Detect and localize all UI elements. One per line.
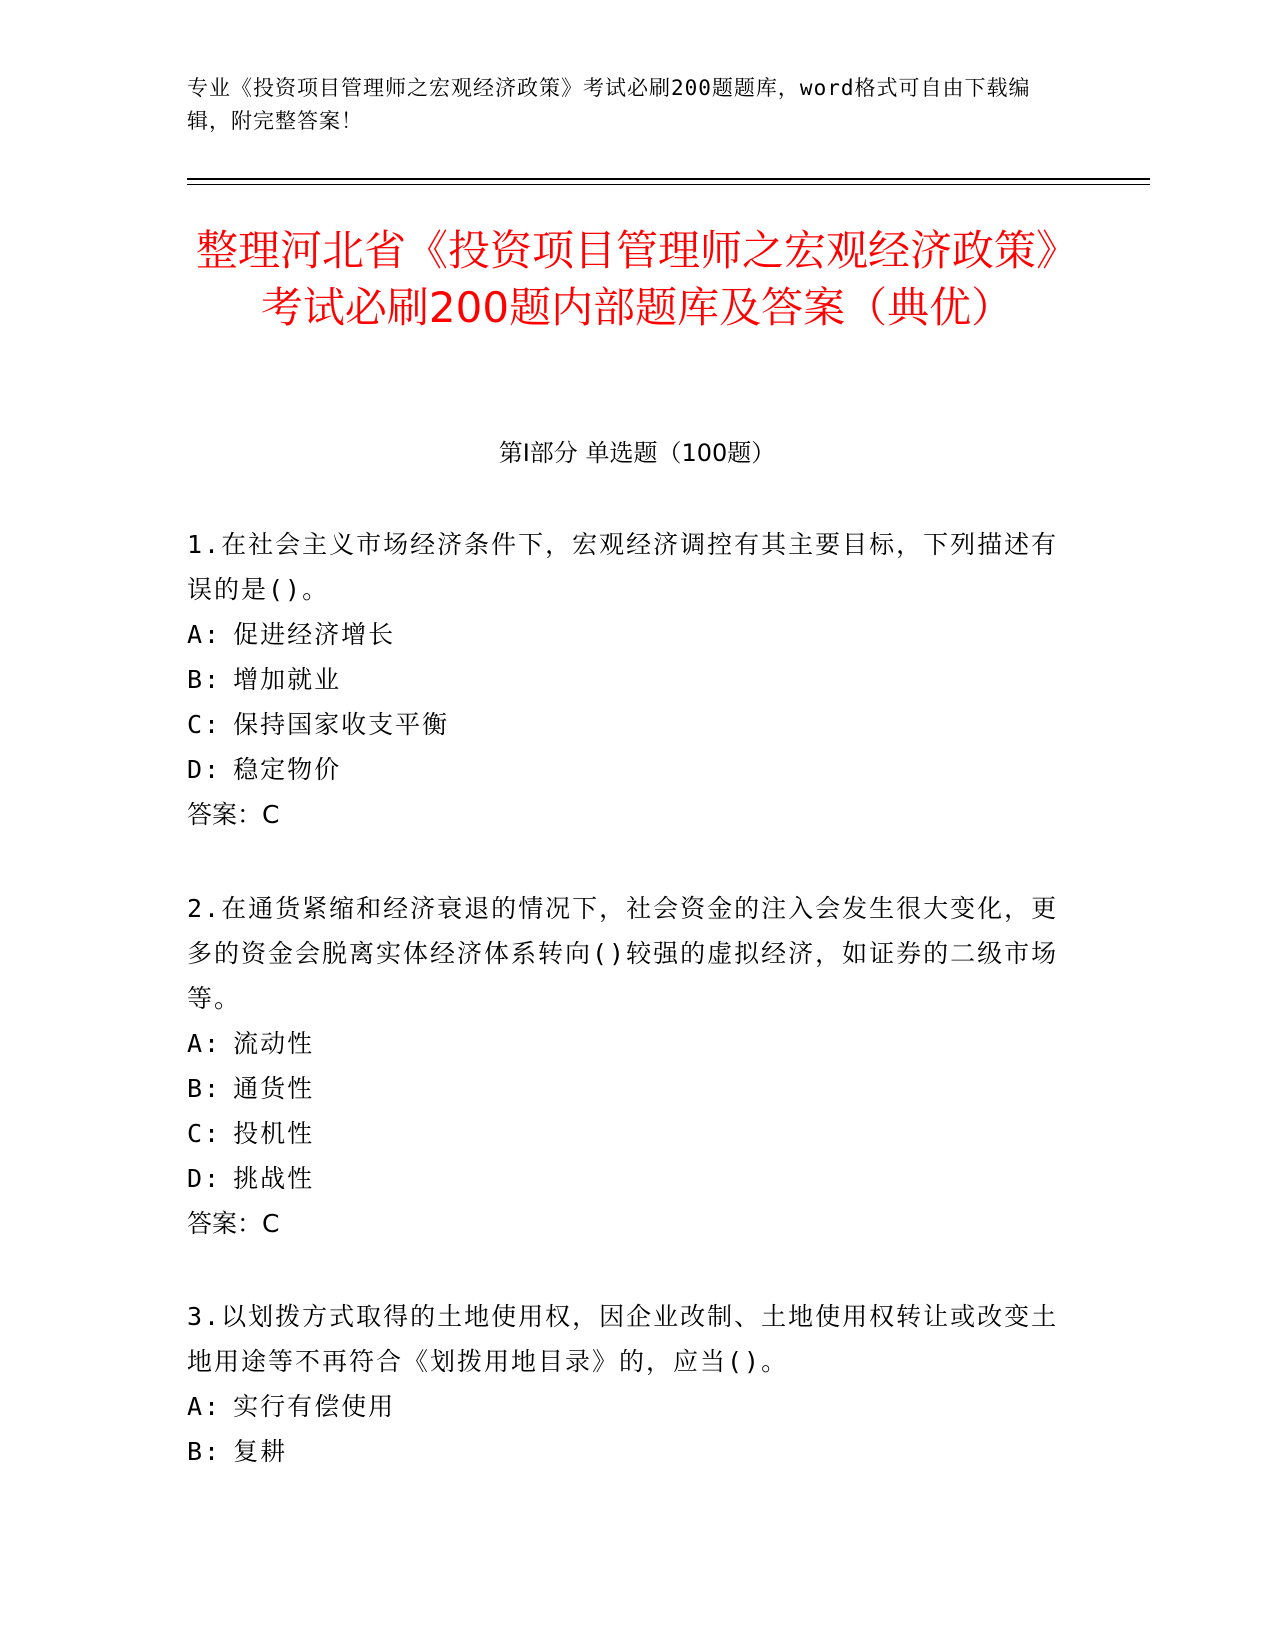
option-c (187, 702, 1067, 747)
option-text: 投机性 (233, 1119, 315, 1148)
option-a (187, 612, 1067, 657)
question-2 (187, 886, 1067, 1246)
option-label: B: (187, 665, 222, 694)
option-text: 复耕 (233, 1437, 288, 1466)
option-label: D: (187, 1164, 222, 1193)
option-text: 增加就业 (233, 665, 342, 694)
option-label: C: (187, 710, 222, 739)
document-title: 整理河北省《投资项目管理师之宏观经济政策》考试必刷200题内部题库及答案（典优） (195, 226, 1078, 332)
option-d (187, 747, 1067, 792)
option-text: 保持国家收支平衡 (233, 710, 450, 739)
question-stem: 2.在通货紧缩和经济衰退的情况下，社会资金的注入会发生很大变化，更多的资金会脱离实体经济体系转向()较强的虚拟经济，如证券的二级市场等。 (187, 894, 1059, 1013)
option-c (187, 1111, 1067, 1156)
answer: 答案：C (187, 1209, 280, 1238)
option-text: 稳定物价 (233, 755, 342, 784)
option-text: 实行有偿使用 (233, 1392, 396, 1421)
header-rule-thick (187, 178, 1150, 180)
option-text: 挑战性 (233, 1164, 315, 1193)
option-d (187, 1156, 1067, 1201)
question-3 (187, 1294, 1067, 1474)
option-b (187, 657, 1067, 702)
question-stem: 3.以划拨方式取得的土地使用权，因企业改制、土地使用权转让或改变土地用途等不再符合《划拨用地目录》的，应当()。 (187, 1302, 1059, 1376)
option-a (187, 1021, 1067, 1066)
option-label: A: (187, 1029, 222, 1058)
option-text: 通货性 (233, 1074, 315, 1103)
answer: 答案：C (187, 800, 280, 829)
option-label: A: (187, 620, 222, 649)
option-b (187, 1429, 1067, 1474)
option-text: 流动性 (233, 1029, 315, 1058)
option-b (187, 1066, 1067, 1111)
option-label: D: (187, 755, 222, 784)
option-label: C: (187, 1119, 222, 1148)
option-label: B: (187, 1437, 222, 1466)
option-a (187, 1384, 1067, 1429)
question-stem: 1.在社会主义市场经济条件下，宏观经济调控有其主要目标，下列描述有误的是()。 (187, 530, 1059, 604)
option-label: A: (187, 1392, 222, 1421)
section-heading: 第I部分 单选题（100题） (498, 439, 776, 467)
question-1 (187, 522, 1067, 837)
header-rule-thin (187, 184, 1150, 185)
option-text: 促进经济增长 (233, 620, 396, 649)
option-label: B: (187, 1074, 222, 1103)
header-note: 专业《投资项目管理师之宏观经济政策》考试必刷200题题库，word格式可自由下载编辑，附完整答案！ (187, 76, 1031, 133)
